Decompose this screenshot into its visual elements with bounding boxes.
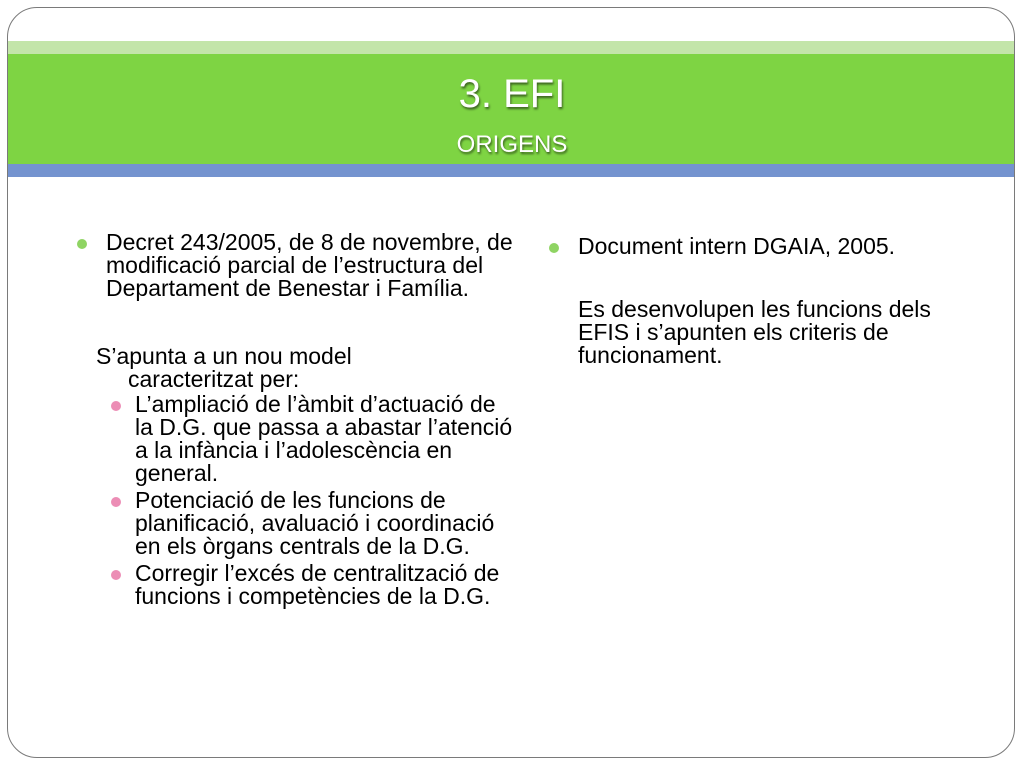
sub-item-text: L’ampliació de l’àmbit d’actuació de la D.G. que passa a abastar l’atenció a la infància i l’adolescència en general. — [135, 391, 513, 486]
sub-bullet-dot-icon — [111, 497, 121, 507]
right-main-bullet — [546, 235, 966, 258]
sub-bullet-dot-icon — [111, 401, 121, 411]
left-sub-list — [74, 393, 514, 608]
list-item — [106, 562, 514, 608]
list-item — [106, 393, 514, 485]
left-main-bullet-text: Decret 243/2005, de 8 de novembre, de modificació parcial de l’estructura del Departament de Benestar i Família. — [106, 229, 513, 301]
slide-subtitle: ORIGENS — [456, 131, 568, 158]
left-intro — [74, 345, 514, 391]
left-intro-line1: S’apunta a un nou model — [96, 343, 352, 369]
header-top-strip — [8, 41, 1014, 54]
list-item — [106, 489, 514, 558]
bullet-dot-icon — [549, 243, 559, 253]
right-paragraph: Es desenvolupen les funcions dels EFIS i s’apunten els criteris de funcionament. — [578, 296, 931, 368]
sub-item-text: Corregir l’excés de centralització de funcions i competències de la D.G. — [135, 560, 500, 609]
sub-bullet-dot-icon — [111, 570, 121, 580]
bullet-dot-icon — [77, 239, 87, 249]
left-main-bullet — [74, 231, 514, 300]
header-bottom-strip — [8, 164, 1014, 177]
right-column — [546, 235, 966, 367]
left-column — [74, 231, 514, 612]
right-main-bullet-text: Document intern DGAIA, 2005. — [578, 233, 896, 259]
sub-item-text: Potenciació de les funcions de planificació, avaluació i coordinació en els òrgans centrals de la D.G. — [135, 487, 495, 559]
slide-title: 3. EFI — [458, 72, 566, 116]
left-intro-line2: caracteritzat per: — [128, 366, 300, 392]
